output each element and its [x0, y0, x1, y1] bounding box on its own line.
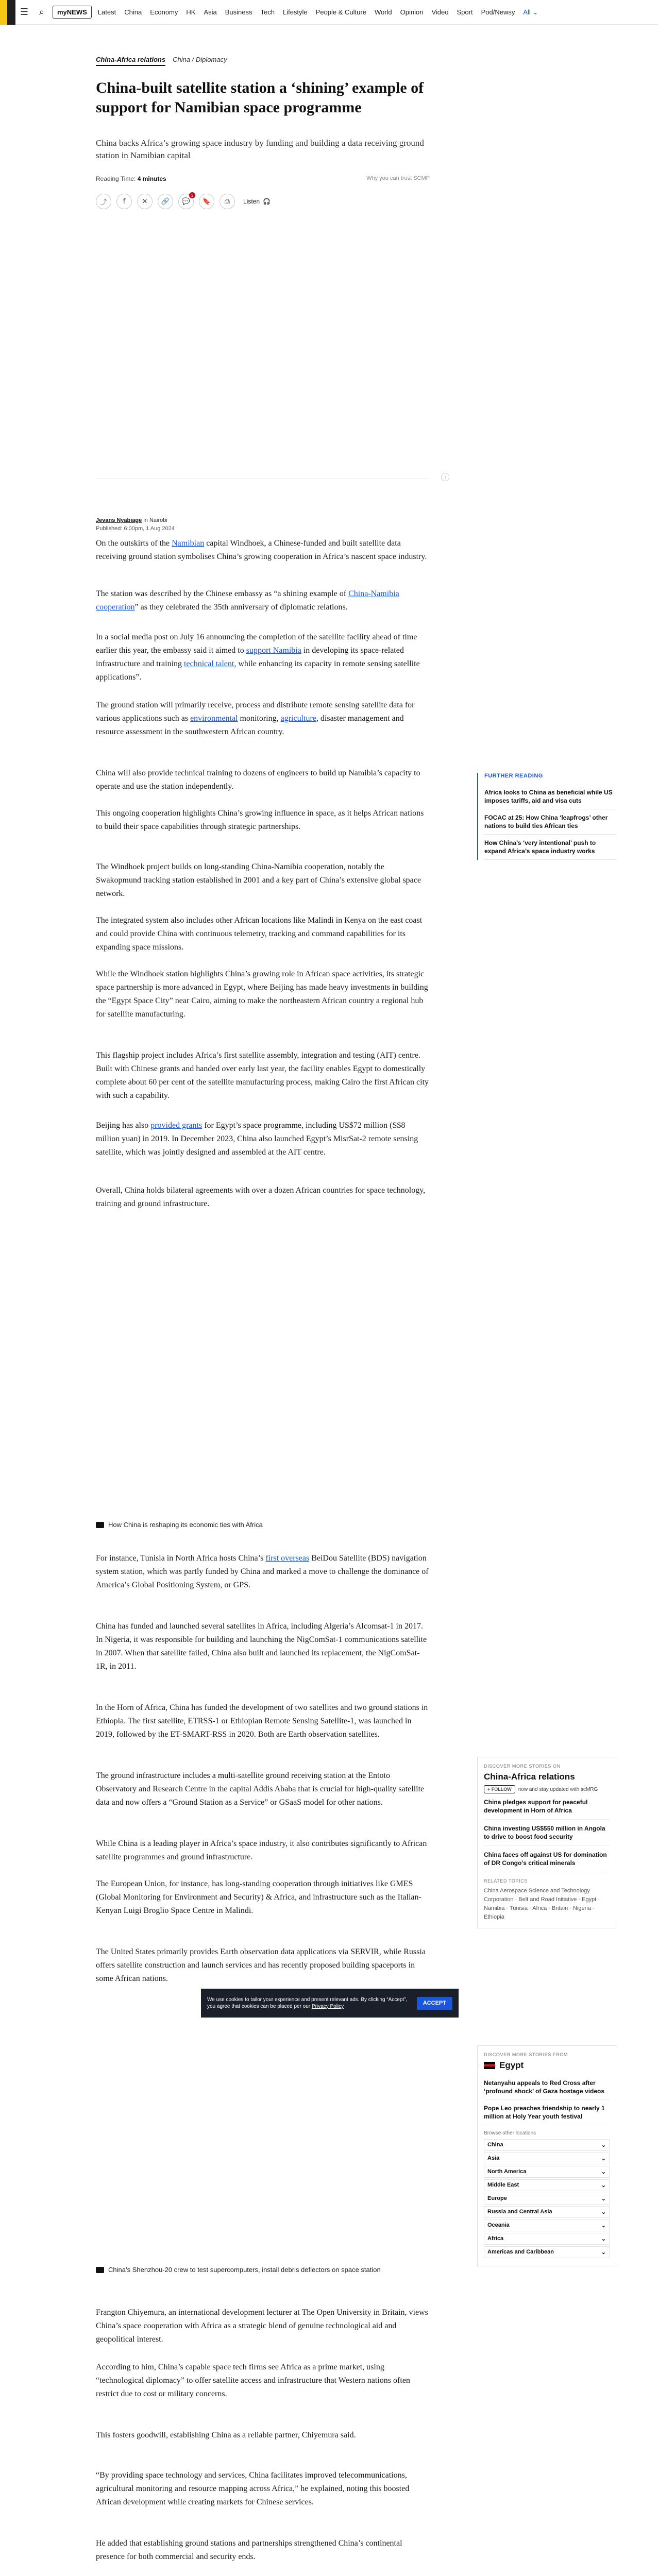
article-headline: China-built satellite station a ‘shining’ example of support for Namibian space programme [96, 79, 424, 116]
body-paragraph: The ground station will primarily receive, process and distribute remote sensing satellite data for various applications such as environmental monitoring, agriculture, disaster management and resource assessment in the southwestern African country. [96, 701, 415, 736]
nav-link[interactable]: Sport [457, 8, 473, 16]
chevron-down-icon: ⌄ [601, 2209, 606, 2215]
location-dropdown[interactable]: Russia and Central Asia ⌄ [484, 2206, 610, 2218]
cookie-accept-button[interactable]: ACCEPT [417, 1997, 452, 2010]
listen-button[interactable] [243, 198, 271, 205]
further-reading [477, 773, 616, 860]
chevron-down-icon: ⌄ [601, 2249, 606, 2256]
body-paragraph: Overall, China holds bilateral agreements with over a dozen African countries for space technology, training and ground infrastructure. [96, 1186, 426, 1208]
author-link[interactable]: Jevans Nyabiage [96, 517, 142, 523]
bookmark-icon[interactable]: 🔖 [199, 194, 214, 209]
more-stories-card [477, 2045, 616, 2266]
section-breadcrumb[interactable]: China / Diplomacy [173, 56, 227, 63]
body-paragraph: Frangton Chiyemura, an international development lecturer at The Open University in Britain, views China’s space cooperation with Africa as a strategic blend of genuine technological aid and geopolitical interest. [96, 2308, 428, 2344]
country-row[interactable] [484, 2060, 610, 2071]
nav-link[interactable]: People & Culture [315, 8, 366, 16]
body-paragraph: According to him, China’s capable space tech firms see Africa as a prime market, using “technological diplomacy” to offer satellite access and infrastructure that Western nations often restrict due to cost or military concerns. [96, 2363, 410, 2398]
body-paragraph: While China is a leading player in Africa’s space industry, it also contributes significantly to African satellite programmes and ground infrastructure. [96, 1839, 427, 1861]
topic-eyebrow: DISCOVER MORE STORIES ON [484, 1764, 561, 1769]
section-links [98, 8, 538, 16]
more-eyebrow: DISCOVER MORE STORIES FROM [484, 2052, 568, 2057]
search-icon[interactable]: ⌕ [39, 7, 45, 18]
inline-link[interactable]: provided grants [150, 1121, 203, 1130]
video-caption[interactable]: How China is reshaping its economic ties with Africa [96, 1521, 430, 1529]
inline-link[interactable]: Namibian [172, 539, 205, 548]
nav-link[interactable]: Lifestyle [282, 8, 308, 16]
inline-link[interactable]: environmental [190, 714, 238, 723]
trust-link[interactable]: Why you can trust SCMP [366, 175, 430, 181]
body-paragraph: While the Windhoek station highlights China’s growing role in African space activities, its strategic space partnership is more advanced in Egypt, where Beijing has made heavy investments in building the “Egypt Space City” near Cairo, aiming to make the northeastern African country a regional hub for satellite manufacturing. [96, 970, 428, 1019]
location-dropdown[interactable]: Middle East ⌄ [484, 2179, 610, 2191]
chevron-down-icon: ⌄ [601, 2236, 606, 2242]
location-dropdown[interactable]: Americas and Caribbean ⌄ [484, 2246, 610, 2258]
nav-link[interactable]: Business [225, 8, 252, 16]
further-reading-item[interactable]: How China’s ‘very intentional’ push to expand Africa’s space industry works [484, 835, 616, 860]
headphones-icon: 🎧 [263, 198, 271, 205]
nav-link[interactable]: Asia [204, 8, 217, 16]
nav-link[interactable]: Opinion [400, 8, 424, 16]
body-paragraph: This flagship project includes Africa’s first satellite assembly, integration and testing (AIT) centre. Built with Chinese grants and handed over early last year, the facility enables Egypt to domestically complete about 60 per cent of the satellite manufacturing process, making Cairo the first African city with such a capability. [96, 1051, 429, 1100]
topic-card [477, 1757, 616, 1928]
print-icon[interactable]: ⎙ [220, 194, 235, 209]
cookie-text: We use cookies to tailor your experience and present relevant ads. By clicking “Accept”, you agree that cookies can be placed per our Privacy Policy [207, 1997, 408, 2009]
cookie-banner [201, 1989, 459, 2018]
topic-story[interactable]: China pledges support for peaceful development in Horn of Africa [484, 1793, 610, 1820]
body-paragraph: He added that establishing ground stations and partnerships strengthened China’s continental presence for both commercial and security ends. [96, 2539, 402, 2561]
chevron-down-icon: ⌄ [601, 2142, 606, 2148]
author-location: in Nairobi [142, 517, 167, 523]
article-subheadline: China backs Africa’s growing space industry by funding and building a data receiving ground station in Namibian capital [96, 138, 424, 160]
chevron-down-icon: ⌄ [601, 2196, 606, 2202]
facebook-icon[interactable]: f [116, 194, 132, 209]
link-icon[interactable]: 🔗 [158, 194, 173, 209]
chevron-down-icon: ⌄ [601, 2223, 606, 2229]
body-paragraph: The Windhoek project builds on long-standing China-Namibia cooperation, notably the Swakopmund tracking station established in 2001 and a key part of China’s extensive global space network. [96, 862, 421, 898]
body-paragraph: The station was described by the Chinese embassy as “a shining example of China-Namibia cooperation” as they celebrated the 35th anniversary of diplomatic relations. [96, 589, 399, 612]
reading-info [96, 175, 430, 182]
related-topics-list[interactable]: China Aerospace Science and Technology Corporation · Belt and Road Initiative · Egypt · Namibia · Tunisia · Africa · Britain · Nigeria · Ethiopia [484, 1888, 600, 1920]
nav-link[interactable]: Pod/Newsy [481, 8, 515, 16]
further-reading-item[interactable]: FOCAC at 25: How China ‘leapfrogs’ other nations to build ties African ties [484, 809, 616, 835]
article-kicker [96, 56, 430, 66]
scmp-logo[interactable] [0, 0, 15, 25]
location-dropdown[interactable]: China ⌄ [484, 2139, 610, 2151]
all-sections-dropdown[interactable]: All ⌄ [523, 8, 538, 16]
body-paragraph: This fosters goodwill, establishing China as a reliable partner, Chiyemura said. [96, 2431, 356, 2439]
listen-label: Listen [243, 198, 260, 205]
location-dropdown[interactable]: Oceania ⌄ [484, 2219, 610, 2231]
inline-link[interactable]: China-Namibia cooperation [96, 589, 399, 612]
video-caption[interactable]: China’s Shenzhou-20 crew to test supercomputers, install debris deflectors on space station [96, 2266, 430, 2274]
inline-link[interactable]: technical talent [184, 659, 234, 668]
top-navigation [0, 0, 658, 25]
topic-link[interactable]: China-Africa relations [96, 56, 165, 66]
chevron-down-icon: ⌄ [601, 2156, 606, 2162]
body-paragraph: This ongoing cooperation highlights China’s growing influence in space, as it helps African nations to build their space capabilities through strategic partnerships. [96, 809, 424, 831]
body-paragraph: China has funded and launched several satellites in Africa, including Algeria’s Alcomsat-1 in 2017. In Nigeria, it was responsible for building and launching the NigComSat-1 communications satellite in 2007. When that satellite failed, China also built and launched its replacement, the NigComSat-1R, in 2011. [96, 1622, 427, 1671]
location-dropdown[interactable]: Africa ⌄ [484, 2233, 610, 2245]
body-paragraph: In the Horn of Africa, China has funded the development of two satellites and two ground stations in Ethiopia. The first satellite, ETRSS-1 or Ethiopian Remote Sensing Satellite-1, was launched in 2019, followed by the ET-SMART-RSS in 2020. Both are Earth observation satellites. [96, 1703, 428, 1739]
inline-link[interactable]: agriculture [280, 714, 316, 723]
body-paragraph: The ground infrastructure includes a multi-satellite ground receiving station at the Entoto Observatory and Research Centre in the capital Addis Ababa that is crucial for high-quality satellite data and now offers a “Ground Station as a Service” or GSaaS model for other nations. [96, 1771, 425, 1807]
share-toolbar [96, 194, 430, 209]
follow-text: now and stay updated with scMRG [518, 1786, 598, 1792]
comments-count-badge: 3 [189, 192, 195, 198]
inline-link[interactable]: support Namibia [246, 646, 301, 655]
body-paragraph: The integrated system also includes other African locations like Malindi in Kenya on the east coast and could provide China with continuous telemetry, tracking and command capabilities for its expanding space missions. [96, 916, 423, 952]
video-camera-icon [96, 2267, 104, 2273]
country-story[interactable]: Netanyahu appeals to Red Cross after ‘profound shock’ of Gaza hostage videos [484, 2075, 610, 2100]
country-name: Egypt [499, 2060, 524, 2070]
further-reading-heading: FURTHER READING [484, 773, 543, 779]
nav-link[interactable]: Economy [150, 8, 178, 16]
topic-story[interactable]: China faces off against US for domination of DR Congo’s critical minerals [484, 1846, 610, 1872]
follow-button[interactable]: + FOLLOW [484, 1785, 515, 1793]
nav-link[interactable]: Video [431, 8, 449, 16]
body-paragraph: The European Union, for instance, has long-standing cooperation through initiatives like GMES (Global Monitoring for Environment and Security) & Africa, and infrastructure such as the Italian-Kenyan Luigi Broglio Space Centre in Malindi. [96, 1879, 421, 1915]
body-paragraph: The United States primarily provides Earth observation data applications via SERVIR, while Russia offers satellite construction and launch services and has recently proposed building spaceports in some African nations. [96, 1947, 426, 1983]
body-paragraph: Beijing has also provided grants for Egypt’s space programme, including US$72 million (S$8 million yuan) in 2019. In December 2023, China also launched Egypt’s MisrSat-2 remote sensing satellite, which was jointly designed and assembled at the AIT centre. [96, 1121, 418, 1157]
ad-info-icon[interactable]: i [441, 473, 449, 481]
body-paragraph: China will also provide technical training to dozens of engineers to build up Namibia’s capacity to operate and use the station independently. [96, 769, 420, 791]
browse-heading: Browse other locations [484, 2130, 536, 2136]
byline [96, 516, 430, 533]
reading-time: Reading Time: 4 minutes [96, 175, 166, 182]
nav-link[interactable]: China [124, 8, 142, 16]
topic-name[interactable]: China-Africa relations [484, 1772, 575, 1782]
chevron-down-icon: ⌄ [601, 2169, 606, 2175]
nav-link[interactable]: Latest [97, 8, 116, 16]
country-story[interactable]: Pope Leo preaches friendship to nearly 1 million at Holy Year youth festival [484, 2100, 610, 2125]
follow-row [484, 1785, 610, 1793]
inline-link[interactable]: first overseas [265, 1554, 310, 1563]
body-paragraph: “By providing space technology and services, China facilitates improved telecommunications, agricultural monitoring and resource mapping across Africa,” he explained, noting this boosted African development while creating markets for Chinese services. [96, 2471, 410, 2506]
privacy-policy-link[interactable]: Privacy Policy [311, 2004, 344, 2009]
comments-icon[interactable]: 💬 3 [178, 194, 194, 209]
further-reading-item[interactable]: Africa looks to China as beneficial while US imposes tariffs, aid and visa cuts [484, 784, 616, 809]
menu-icon[interactable]: ☰ [20, 7, 29, 18]
advertisement-slot [96, 222, 430, 479]
egypt-flag-icon [484, 2062, 495, 2069]
related-topics-heading: RELATED TOPICS [484, 1878, 528, 1884]
x-twitter-icon[interactable]: ✕ [137, 194, 153, 209]
topic-story[interactable]: China investing US$550 million in Angola to drive to boost food security [484, 1820, 610, 1846]
location-dropdown[interactable]: Asia ⌄ [484, 2153, 610, 2164]
body-paragraph: On the outskirts of the Namibian capital Windhoek, a Chinese-funded and built satellite data receiving ground station symbolises China’s growing cooperation in Africa’s nascent space industry. [96, 539, 427, 561]
nav-link[interactable]: World [374, 8, 392, 16]
body-paragraph: For instance, Tunisia in North Africa hosts China’s first overseas BeiDou Satellite (BDS) navigation system station, which was partly funded by China and marked a move to challenge the dominance of America’s Global Positioning System, or GPS. [96, 1554, 429, 1589]
nav-link[interactable]: Tech [260, 8, 275, 16]
published-date: Published: 6:00pm, 1 Aug 2024 [96, 526, 175, 532]
location-dropdown[interactable]: North America ⌄ [484, 2166, 610, 2178]
mynews-button[interactable]: myNEWS [53, 6, 92, 19]
video-camera-icon [96, 1522, 104, 1528]
location-dropdown[interactable]: Europe ⌄ [484, 2193, 610, 2205]
share-icon[interactable]: ⤴ [96, 194, 111, 209]
chevron-down-icon: ⌄ [601, 2182, 606, 2189]
body-paragraph: In a social media post on July 16 announcing the completion of the satellite facility ahead of time earlier this year, the embassy said it aimed to support Namibia in developing its space-related infrastructure and training technical talent, while enhancing its capacity in remote sensing satellite applications”. [96, 633, 420, 682]
nav-link[interactable]: HK [186, 8, 196, 16]
